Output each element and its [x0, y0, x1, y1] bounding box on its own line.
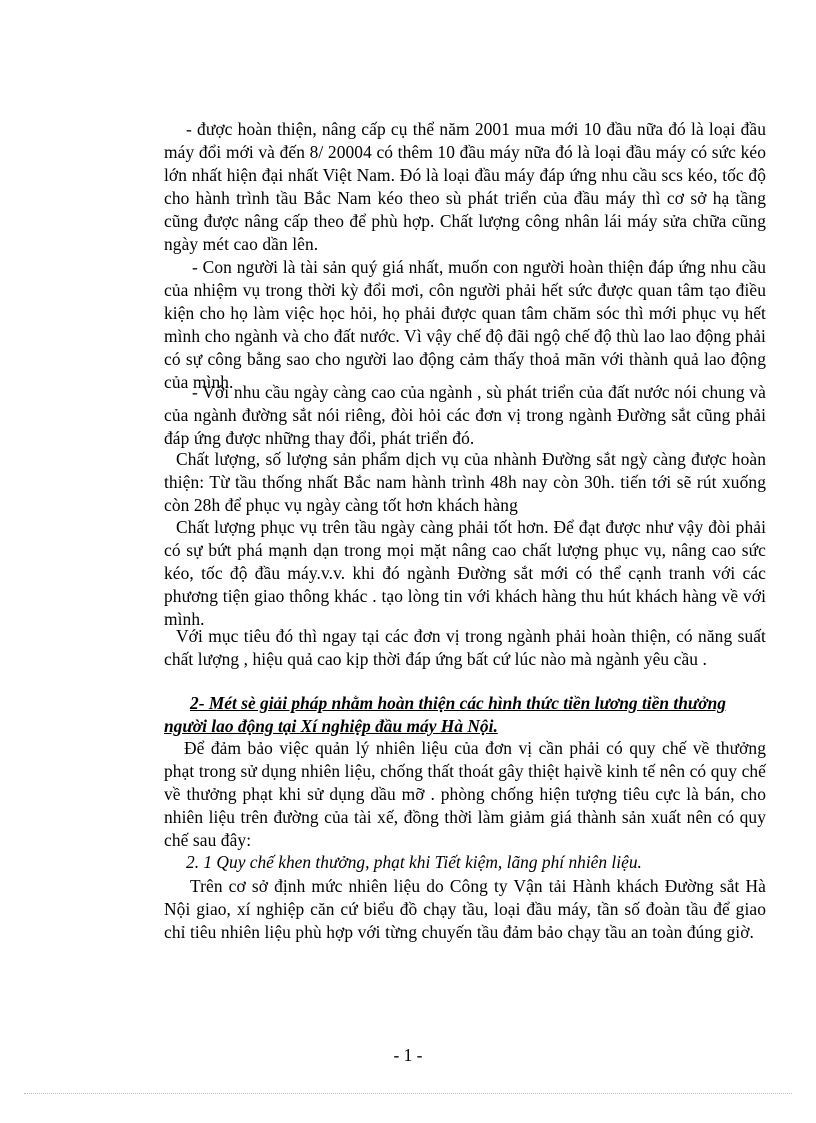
- paragraph-goals: Với mục tiêu đó thì ngay tại các đơn vị trong ngành phải hoàn thiện, có năng suất chất lượng , hiệu quả cao kịp thời đáp ứng bất cứ lúc nào mà ngành yêu cầu .: [164, 626, 766, 669]
- paragraph-locomotive-upgrade: - được hoàn thiện, nâng cấp cụ thể năm 2001 mua mới 10 đầu nữa đó là loại đầu máy đổi mới và đến 8/ 20004 có thêm 10 đầu máy nữa đó là loại đầu máy có sức kéo lớn nhất hiện đại nhất Việt Nam. Đó là loại đầu máy đáp ứng nhu cầu scs kéo, tốc độ cho hành trình tầu Bắc Nam kéo theo sù phát triển của đầu máy thì cơ sở hạ tầng cũng được nâng cấp theo để phù hợp. Chất lượng công nhân lái máy sửa chữa cũng ngày mét cao dần lên.: [164, 119, 766, 254]
- paragraph-industry-demands: - Với nhu cầu ngày càng cao của ngành , sù phát triển của đất nước nói chung và của ngành đường sắt nói riêng, đòi hỏi các đơn vị trong ngành Đường sắt cũng phải đáp ứng được những thay đổi, phát triển đó.: [164, 382, 766, 448]
- paragraph-fuel-norms: Trên cơ sở định mức nhiên liệu do Công ty Vận tải Hành khách Đường sắt Hà Nội giao, xí nghiệp căn cứ biểu đồ chạy tầu, loại đầu máy, tần số đoàn tầu để giao chỉ tiêu nhiên liệu phù hợp với từng chuyến tầu đảm bảo chạy tầu an toàn đúng giờ.: [164, 876, 766, 942]
- page-number: - 1 -: [393, 1045, 423, 1065]
- paragraph-human-resources: - Con người là tài sản quý giá nhất, muốn con người hoàn thiện đáp ứng nhu cầu của nhiệm vụ trong thời kỳ đổi mơi, côn người phải hết sức được quan tâm tạo điều kiện cho họ làm việc học hỏi, họ phải được quan tâm chăm sóc thì mới phục vụ hết mình cho ngành và cho đất nước. Vì vậy chế độ đãi ngộ chế độ thù lao lao động phải có sự công bằng sao cho người lao động cảm thấy thoả mãn với thành quả lao động của mình.: [164, 257, 766, 392]
- paragraph-service-quality: Chất lượng, số lượng sản phẩm dịch vụ của nhành Đường sắt ngỳ càng được hoàn thiện: Từ tầu thống nhất Bắc nam hành trình 48h nay còn 30h. tiến tới sẽ rút xuống còn 28h để phục vụ ngày càng tốt hơn khách hàng: [164, 449, 766, 515]
- paragraph-fuel-management: Để đảm bảo việc quản lý nhiên liệu của đơn vị cần phải có quy chế về thưởng phạt trong sử dụng nhiên liệu, chống thất thoát gây thiệt hạivề kinh tế nên có quy chế về thưởng phạt khi sử dụng dầu mỡ . phòng chống hiện tượng tiêu cực là bán, cho nhiên liệu trên đường của tài xế, đồng thời làm giảm giá thành sản xuất nên có quy chế sau đây:: [164, 738, 766, 850]
- subsection-heading: 2. 1 Quy chế khen thưởng, phạt khi Tiết kiệm, lãng phí nhiên liệu.: [186, 852, 642, 872]
- paragraph-train-service: Chất lượng phục vụ trên tầu ngày càng phải tốt hơn. Để đạt được như vậy đòi phải có sự bứt phá mạnh dạn trong mọi mặt nâng cao chất lượng phục vụ, nâng cao sức kéo, tốc độ đầu máy.v.v. khi đó ngành Đường sắt mới có thể cạnh tranh với các phương tiện giao thông khác . tạo lòng tin với khách hàng thu hút khách hàng về với mình.: [164, 517, 766, 629]
- footer-divider: [24, 1093, 792, 1094]
- section-heading: 2- Mét sè giải pháp nhằm hoàn thiện các hình thức tiền lương tiền thưởng người lao động tại Xí nghiệp đầu máy Hà Nội.: [164, 693, 726, 736]
